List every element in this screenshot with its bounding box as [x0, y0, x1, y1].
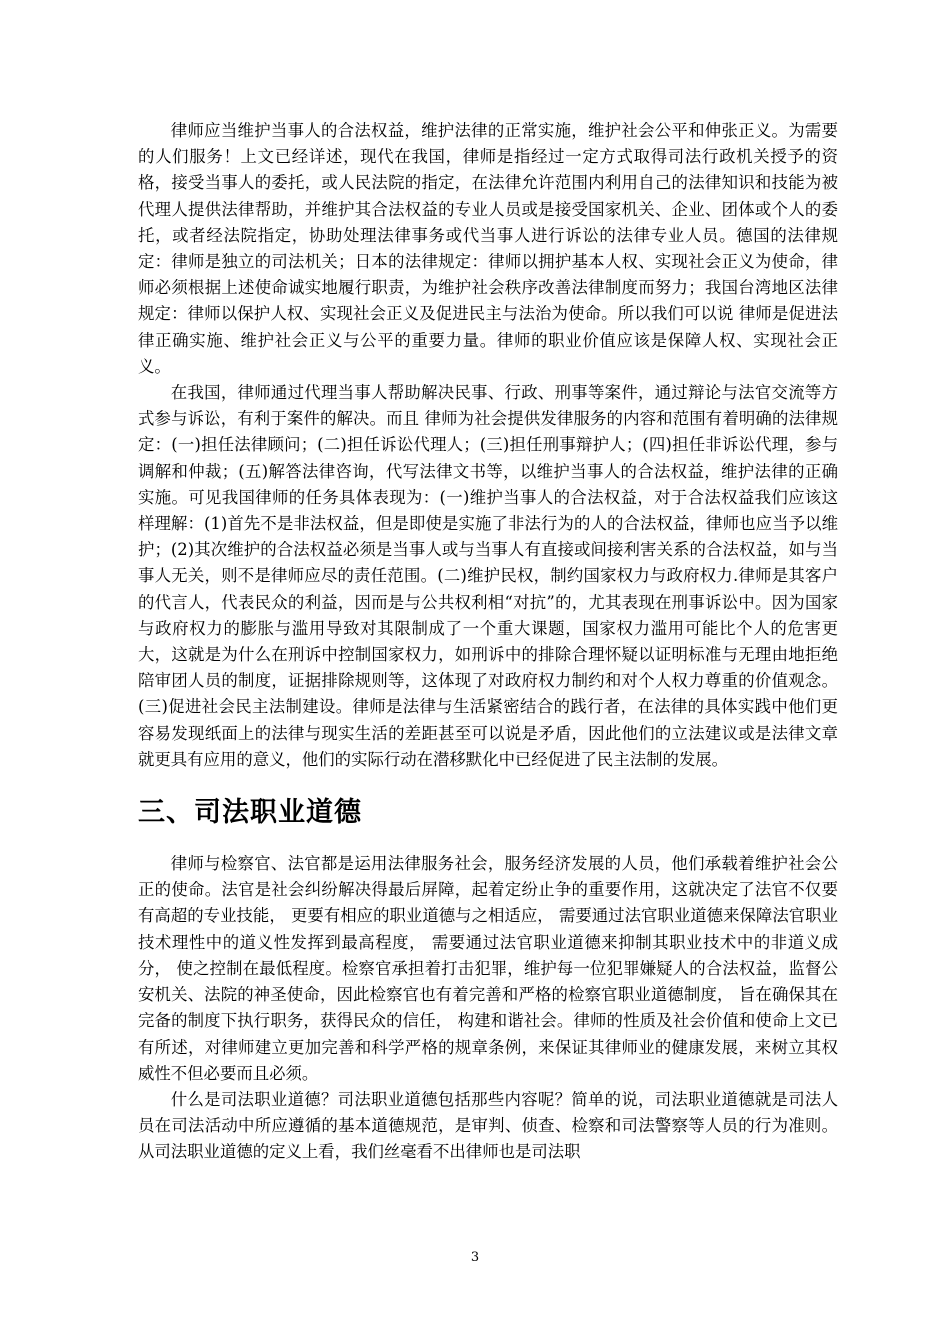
section-heading: 三、司法职业道德 [138, 797, 362, 829]
paragraph-lawyer-duties: 律师应当维护当事人的合法权益，维护法律的正常实施，维护社会公平和伸张正义。为需要的人们服务！上文已经详述，现代在我国，律师是指经过一定方式取得司法行政机关授予的资格，接受当事人的委托，或人民法院的指定，在法律允许范围内利用自己的法律知识和技能为被代理人提供法律帮助，并维护其合法权益的专业人员或是接受国家机关、企业、团体或个人的委托，或者经法院指定，协助处理法律事务或代当事人进行诉讼的法律专业人员。德国的法律规定：律师是独立的司法机关；日本的法律规定：律师以拥护基本人权、实现社会正义为使命，律师必须根据上述使命诚实地履行职责，为维护社会秩序改善法律制度而努力；我国台湾地区法律规定：律师以保护人权、实现社会正义及促进民主与法治为使命。所以我们可以说 律师是促进法律正确实施、维护社会正义与公平的重要力量。律师的职业价值应该是保障人权、实现社会正义。 [138, 121, 838, 376]
page-body [138, 118, 838, 1166]
paragraph-judicial-roles: 律师与检察官、法官都是运用法律服务社会，服务经济发展的人员，他们承载着维护社会公正的使命。法官是社会纠纷解决得最后屏障，起着定纷止争的重要作用，这就决定了法官不仅要有高超的专业技能， 更要有相应的职业道德与之相适应， 需要通过法官职业道德来保障法官职业技术理性中的道义性发挥到最高程度， 需要通过法官职业道德来抑制其职业技术中的非道义成分， 使之控制在最低程度。检察官承担着打击犯罪，维护每一位犯罪嫌疑人的合法权益，监督公安机关、法院的神圣使命，因此检察官也有着完善和严格的检察官职业道德制度， 旨在确保其在完备的制度下执行职务，获得民众的信任， 构建和谐社会。律师的性质及社会价值和使命上文已有所述，对律师建立更加完善和科学严格的规章条例，来保证其律师业的健康发展，来树立其权威性不但必要而且必须。 [138, 854, 838, 1083]
page-number: 3 [470, 1250, 480, 1265]
paragraph-lawyer-tasks: 在我国，律师通过代理当事人帮助解决民事、行政、刑事等案件，通过辩论与法官交流等方式参与诉讼，有利于案件的解决。而且 律师为社会提供发律服务的内容和范围有着明确的法律规定：(一)担任法律顾问；(二)担任诉讼代理人；(三)担任刑事辩护人；(四)担任非诉讼代理，参与调解和仲裁；(五)解答法律咨询，代写法律文书等，以维护当事人的合法权益，维护法律的正确实施。可见我国律师的任务具体表现为：(一)维护当事人的合法权益，对于合法权益我们应该这样理解：(1)首先不是非法权益，但是即使是实施了非法行为的人的合法权益，律师也应当予以维护；(2)其次维护的合法权益必须是当事人或与当事人有直接或间接利害关系的合法权益，如与当事人无关，则不是律师应尽的责任范围。(二)维护民权，制约国家权力与政府权力.律师是其客户的代言人，代表民众的利益，因而是与公共权利相“对抗”的，尤其表现在刑事诉讼中。因为国家与政府权力的膨胀与滥用导致对其限制成了一个重大课题，国家权力滥用可能比个人的危害更大，这就是为什么在刑诉中控制国家权力，如刑诉中的排除合理怀疑以证明标准与无理由地拒绝陪审团人员的制度，证据排除规则等，这体现了对政府权力制约和对个人权力尊重的价值观念。(三)促进社会民主法制建设。律师是法律与生活紧密结合的践行者，在法律的具体实践中他们更容易发现纸面上的法律与现实生活的差距甚至可以说是矛盾，因此他们的立法建议或是法律文章就更具有应用的意义，他们的实际行动在潜移默化中已经促进了民主法制的发展。 [138, 383, 838, 769]
paragraph-judicial-ethics-definition: 什么是司法职业道德？司法职业道德包括那些内容呢？简单的说，司法职业道德就是司法人员在司法活动中所应遵循的基本道德规范，是审判、侦查、检察和司法警察等人员的行为准则。从司法职业道德的定义上看，我们丝毫看不出律师也是司法职 [138, 1089, 838, 1162]
